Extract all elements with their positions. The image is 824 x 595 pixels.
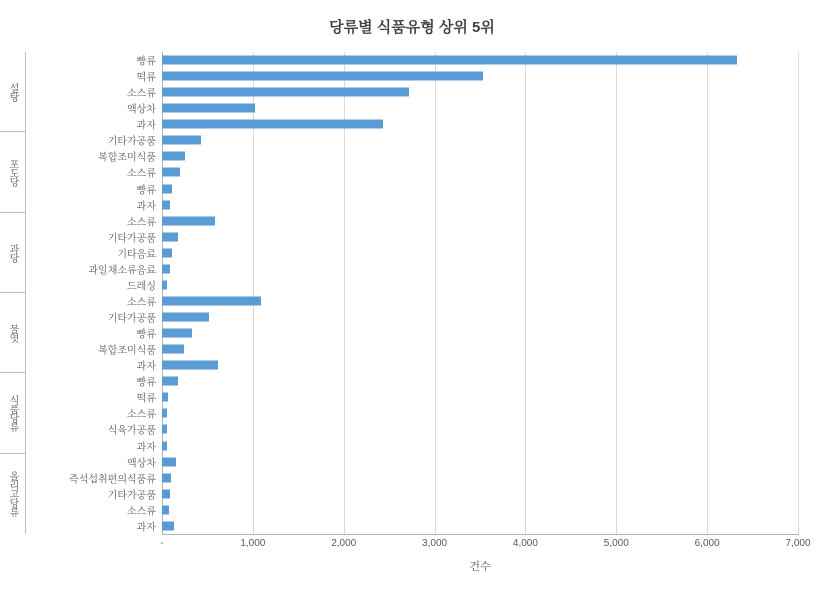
bar-row — [107, 486, 798, 502]
bar-row — [127, 293, 798, 309]
category-label: 기타음료 — [117, 249, 156, 261]
category-label: 식육가공품 — [107, 425, 156, 437]
bar-row — [136, 518, 798, 534]
bar — [162, 280, 167, 289]
bar-series — [69, 52, 798, 534]
category-label: 빵류 — [136, 56, 156, 68]
category-label: 빵류 — [136, 329, 156, 341]
x-axis-title: 건수 — [469, 561, 491, 573]
bar — [162, 345, 184, 354]
x-axis-tick-labels — [160, 538, 811, 554]
category-label: 기타가공품 — [107, 490, 156, 502]
bar — [162, 393, 168, 402]
category-label: 과일채소류음료 — [88, 265, 156, 277]
plot-area — [69, 52, 798, 534]
bar-row — [136, 197, 798, 213]
x-tick-label: 7,000 — [785, 538, 811, 549]
bar-row — [98, 341, 798, 357]
bar — [162, 120, 383, 129]
group-label-text: 식품당류 — [7, 395, 18, 432]
category-label: 소스류 — [127, 409, 156, 421]
category-label: 빵류 — [136, 185, 156, 197]
category-label: 과자 — [136, 442, 156, 454]
group-label-text: 물엿 — [7, 324, 18, 343]
bar — [162, 56, 737, 65]
bar-row — [69, 470, 798, 486]
bar — [162, 361, 218, 370]
x-tick-label: 2,000 — [331, 538, 357, 549]
bar — [162, 425, 167, 434]
category-label: 빵류 — [136, 377, 156, 389]
category-label: 소스류 — [127, 506, 156, 518]
bar-row — [136, 438, 798, 454]
category-label: 드레싱 — [127, 281, 156, 293]
category-label: 과자 — [136, 120, 156, 132]
bar-row — [136, 325, 798, 341]
group-label-text: 올리고당류 — [7, 471, 18, 517]
bar-row — [136, 52, 798, 68]
category-label: 과자 — [136, 361, 156, 373]
bar — [162, 377, 178, 386]
bar — [162, 168, 180, 177]
bar-row — [136, 116, 798, 132]
bar — [162, 104, 255, 113]
bar — [162, 184, 172, 193]
bar — [162, 489, 170, 498]
bar-row — [127, 277, 798, 293]
group-label-block — [0, 373, 26, 453]
category-label: 복합조미식품 — [98, 345, 156, 357]
category-label: 복합조미식품 — [98, 152, 156, 164]
category-label: 과자 — [136, 201, 156, 213]
category-label: 기타가공품 — [107, 136, 156, 148]
group-label-block — [0, 213, 26, 293]
bar — [162, 264, 170, 273]
group-label-text: 설탕 — [7, 83, 18, 102]
bar — [162, 473, 171, 482]
bar — [162, 152, 185, 161]
bar — [162, 248, 172, 257]
bar — [162, 200, 170, 209]
bar-row — [127, 502, 798, 518]
category-label: 떡류 — [136, 72, 156, 84]
category-label: 기타가공품 — [107, 313, 156, 325]
x-tick-label: 4,000 — [512, 538, 538, 549]
bar-row — [127, 454, 798, 470]
group-label-block — [0, 132, 26, 212]
category-label: 기타가공품 — [107, 233, 156, 245]
x-tick-label: 5,000 — [603, 538, 629, 549]
bar-row — [98, 148, 798, 164]
bar-row — [136, 373, 798, 389]
bar — [162, 88, 409, 97]
bar-row — [107, 132, 798, 148]
bar — [162, 505, 169, 514]
group-label-block — [0, 293, 26, 373]
bar — [162, 313, 209, 322]
bar-row — [107, 421, 798, 437]
group-label-text: 포도당 — [7, 158, 18, 186]
bar-row — [127, 164, 798, 180]
bar-row — [117, 245, 798, 261]
x-tick-label: 6,000 — [694, 538, 720, 549]
bar — [162, 441, 167, 450]
category-label: 떡류 — [136, 393, 156, 405]
bar-row — [127, 84, 798, 100]
category-label: 소스류 — [127, 168, 156, 180]
x-axis-line — [162, 534, 799, 535]
bar — [162, 216, 215, 225]
x-tick-label: 3,000 — [422, 538, 448, 549]
bar-row — [127, 100, 798, 116]
bar-row — [127, 213, 798, 229]
x-tick-label: - — [160, 538, 164, 549]
bar-row — [127, 405, 798, 421]
category-label: 액상차 — [127, 104, 156, 116]
bar — [162, 457, 176, 466]
bar-row — [136, 68, 798, 84]
bar — [162, 72, 483, 81]
gridline — [798, 52, 799, 534]
category-label: 즉석섭취편의식품류 — [69, 474, 156, 486]
group-label-block — [0, 454, 26, 534]
category-label: 과자 — [136, 522, 156, 534]
bar-row — [136, 357, 798, 373]
category-label: 소스류 — [127, 217, 156, 229]
category-label: 소스류 — [127, 297, 156, 309]
category-label: 소스류 — [127, 88, 156, 100]
x-tick-label: 1,000 — [240, 538, 266, 549]
group-label-text: 과당 — [7, 243, 18, 262]
bar — [162, 329, 192, 338]
group-axis — [0, 52, 27, 534]
bar-row — [107, 309, 798, 325]
bar — [162, 296, 261, 305]
bar — [162, 409, 167, 418]
bar-row — [136, 181, 798, 197]
bar — [162, 521, 174, 530]
chart-title: 당류별 식품유형 상위 5위 — [329, 19, 495, 36]
bar — [162, 136, 201, 145]
group-label-block — [0, 52, 26, 132]
bar-row — [88, 261, 798, 277]
bar — [162, 232, 178, 241]
bar-row — [107, 229, 798, 245]
category-label: 액상차 — [127, 458, 156, 470]
bar-row — [136, 389, 798, 405]
